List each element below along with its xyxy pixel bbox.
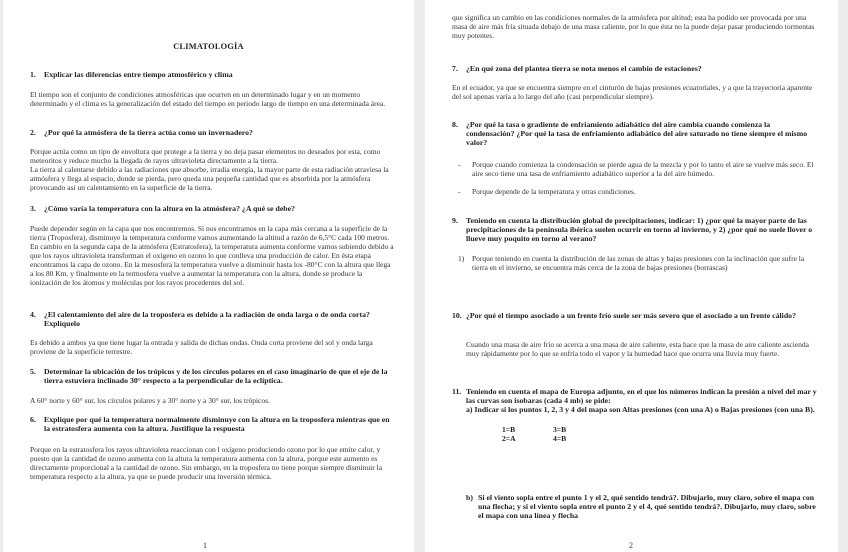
answer-6: Porque en la estratosfera los rayos ultravioleta reaccionan con l oxígeno produciendo ozono por lo que emite calor, y puesto que la cantidad de ozono aumenta con la altura la temperatura aumenta con la altura, porque este aumento es directamente proporcional a la cantidad de ozono. Sin embargo, en la troposfera no tiene porque siempre disminuir la temperatura respecto a la altura, ya que se puede producir una inversión térmica. <box>30 445 383 481</box>
answer-2: Porque actúa como un tipo de envoltura que protege a la tierra y no deja pasar elementos no deseados por esta, como meteoritos y reduce mucho la llegada de rayos ultravioleta directamente a la tierra. La tierra al calentarse debido a las radiaciones que absorbe, irradia energía, la mayor parte de esta radiación atraviesa la atmósfera y llega al espacio, donde se pierda, pero queda una pequeña cantidad que es absorbida por la atmósfera provocando así un calentamiento en la superficie de la tierra. <box>30 147 389 192</box>
answer-5: A 60° norte y 60° sur, los círculos polares y a 30° norte y a 30° sur, los trópicos. <box>30 396 270 405</box>
question-3: 3. ¿Cómo varía la temperatura con la altura en la atmósfera? ¿A qué se debe? <box>30 204 295 213</box>
answer-10: Cuando una masa de aire frío se acerca a una masa de aire caliente, esta hace que la masa de aire caliente ascienda muy rápidamente por lo que se enfría todo el vapor y la humedad hace que ocurra una lluvia muy fuerte. <box>466 340 809 358</box>
points-row-2: 2=A 4=B <box>502 434 567 443</box>
question-11: 11. Teniendo en cuenta el mapa de Europa adjunto, en el que los números indican la presión a nivel del mar y las curvas son isobaras (cada 4 mb) se pide: a) Indicar si los puntos 1, 2, 3 y 4 del mapa son Altas presiones (con una A) o Bajas presiones (con una B). <box>452 387 817 415</box>
question-11-part-b: b) Si el viento sopla entre el punto 1 y el 2, qué sentido tendrá?. Dibujarlo, muy claro, sobre el mapa con una flecha; y si el viento sopla entre el punto 2 y el 4, qué sentido tendrá?. Dibujarlo, muy claro, sobre el mapa con una línea y flecha <box>466 493 816 521</box>
page-number: 1 <box>203 541 207 550</box>
question-8: 8. ¿Por qué la tasa o gradiente de enfriamiento adiabático del aire cambia cuando comienza la condensación? ¿Por qué la tasa de enfriamiento adiabático del aire saturado no tiene siempre el mismo valor? <box>452 120 808 148</box>
document-title: CLIMATOLOGÍA <box>173 42 244 51</box>
answer-7: En el ecuador, ya que se encuentra siempre en el cinturón de bajas presiones ecuatoriales, y a que la trayectoria aparente del sol apenas varía a lo largo del año (casi perpendicular siempre). <box>452 83 813 101</box>
question-2: 2. ¿Por qué la atmósfera de la tierra actúa como un invernadero? <box>30 128 253 137</box>
page-number: 2 <box>629 541 633 550</box>
document-page-1 <box>3 0 414 552</box>
question-5: 5. Determinar la ubicación de los trópicos y de los círculos polares en el caso imaginario de que el eje de la tierra estuviera inclinado 30° respecto a la perpendicular de la eclíptica. <box>30 367 388 386</box>
answer-8-bullet-2: - Porque depende de la temperatura y otras condiciones. <box>458 187 636 196</box>
answer-6-continued: que significa un cambio en las condiciones normales de la atmósfera por altitud; esta ha podido ser provocada por una masa de aire más fría situada debajo de una masa caliente, por lo que ésta no la puede dejar pasar produciendo tormentas muy potentes. <box>452 13 815 40</box>
answer-8-bullet-1: - Porque cuando comienza la condensación se pierde agua de la mezcla y por lo tanto el aire se vuelve más seco. El aire seco tiene una tasa de enfriamiento adiabático superior a la del aire húmedo. <box>458 160 814 178</box>
question-10: 10. ¿Por qué el tiempo asociado a un frente frío suele ser más severo que el asociado a un frente cálido? <box>452 311 796 320</box>
question-4: 4. ¿El calentamiento del aire de la troposfera es debido a la radiación de onda larga o de onda corta? Explíquelo <box>30 310 370 329</box>
answer-1: El tiempo son el conjunto de condiciones atmosféricas que ocurren en un determinado lugar y en un momento determinado y el clima es la generalización del estado del tiempo en periodo largo de tiempo en una determinada área. <box>30 90 386 108</box>
document-page-2 <box>425 0 838 552</box>
question-9: 9. Teniendo en cuenta la distribución global de precipitaciones, indicar: 1) ¿por qué la mayor parte de las precipitaciones de la península ibérica suelen ocurrir en torno al invierno, y 2) ¿por qué no suele llover o llueve muy poquito en torno al verano? <box>452 216 813 244</box>
answer-9-item-1: 1) Porque teniendo en cuenta la distribución de las zonas de altas y bajas presiones con la inclinación que sufre la tierra en el invierno, se encuentra más cerca de la zona de bajas presiones (borrascas) <box>458 254 805 272</box>
answer-4: Es debido a ambos ya que tiene lugar la entrada y salida de dichas ondas. Onda corta proviene del sol y onda larga proviene de la superficie terrestre. <box>30 338 373 356</box>
question-1: 1. Explicar las diferencias entre tiempo atmosférico y clima <box>30 70 233 79</box>
question-6: 6. Explique por qué la temperatura normalmente disminuye con la altura en la troposfera mientras que en la estratosfera aumenta con la altura. Justifique la respuesta <box>30 415 390 434</box>
answer-3: Puede depender según en la capa que nos encontremos. Si nos encontramos en la capa más cercana a la superficie de la tierra (Troposfera), disminuye la temperatura conforme vamos aumentando la altitud a razón de 6,5°C cada 100 metros. En cambio en la segunda capa de la atmósfera (Estratosfera), la temperatura aumenta conforme vamos subiendo debido a que los rayos ultravioleta transforman el oxígeno en ozono lo que conlleva una producción de calor. En ésta etapa encontramos la capa de ozono. En la mesosfera la temperatura vuelve a disminuir hasta los -80°C con la altura que llega a los 80 Km. y finalmente en la termosfera vuelve a aumentar la temperatura con la altura, donde se produce la ionización de los átomos y moléculas por los rayos procedentes del sol. <box>30 224 394 287</box>
question-7: 7. ¿En qué zona del plantea tierra se nota menos el cambio de estaciones? <box>452 64 702 73</box>
question-11-part-a: a) Indicar si los puntos 1, 2, 3 y 4 del mapa son Altas presiones (con una A) o Bajas presiones (con una B). <box>466 405 815 415</box>
points-row-1: 1=B 3=B <box>502 425 567 434</box>
